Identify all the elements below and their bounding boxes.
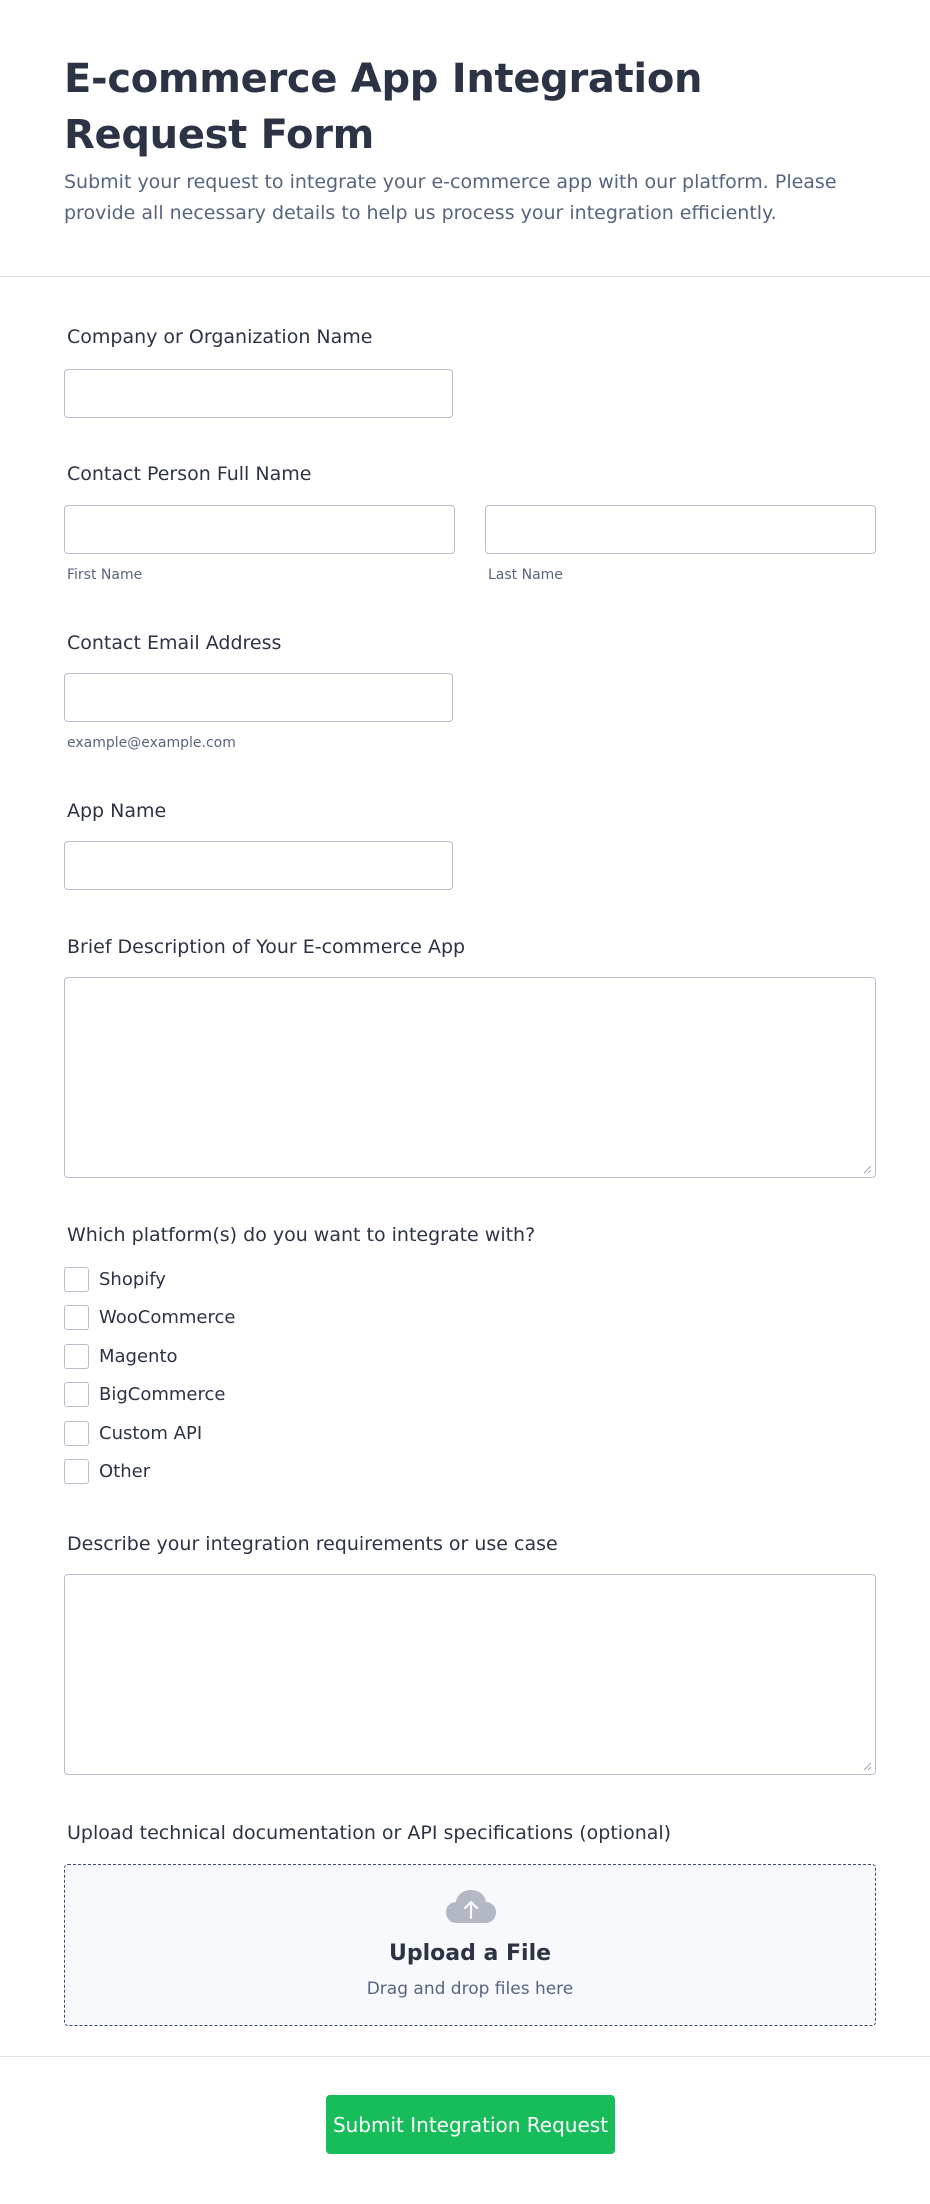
checkbox-label: Other xyxy=(99,1460,151,1482)
platforms-label: Which platform(s) do you want to integrate with? xyxy=(67,1224,536,1246)
checkbox[interactable] xyxy=(64,1382,89,1407)
email-input[interactable] xyxy=(64,673,453,722)
company-label: Company or Organization Name xyxy=(67,326,373,348)
checkbox-label: WooCommerce xyxy=(99,1306,236,1328)
checkbox[interactable] xyxy=(64,1267,89,1292)
checkbox[interactable] xyxy=(64,1305,89,1330)
platform-option-custom-api[interactable] xyxy=(64,1420,202,1446)
app-description-textarea[interactable] xyxy=(64,977,876,1178)
checkbox-label: Custom API xyxy=(99,1422,203,1444)
form-header xyxy=(0,0,930,277)
checkbox-label: Shopify xyxy=(99,1268,166,1290)
platform-option-magento[interactable] xyxy=(64,1343,178,1369)
last-name-input[interactable] xyxy=(485,505,876,554)
resize-grip-icon[interactable] xyxy=(862,1761,872,1771)
requirements-textarea[interactable] xyxy=(64,1574,876,1775)
upload-label: Upload technical documentation or API specifications (optional) xyxy=(67,1822,672,1844)
page-title: E-commerce App Integration Request Form xyxy=(64,56,703,158)
platform-option-shopify[interactable] xyxy=(64,1266,166,1292)
footer-divider xyxy=(0,2056,930,2057)
checkbox[interactable] xyxy=(64,1344,89,1369)
platform-option-woocommerce[interactable] xyxy=(64,1304,235,1330)
checkbox-label: Magento xyxy=(99,1345,178,1367)
submit-button[interactable]: Submit Integration Request xyxy=(326,2095,615,2154)
first-name-input[interactable] xyxy=(64,505,455,554)
page-subtitle: Submit your request to integrate your e-commerce app with our platform. Please provide all necessary details to help us process your integration efficiently. xyxy=(64,171,837,224)
resize-grip-icon[interactable] xyxy=(862,1164,872,1174)
file-upload-dropzone[interactable] xyxy=(64,1864,876,2026)
checkbox-label: BigCommerce xyxy=(99,1383,226,1405)
company-input[interactable] xyxy=(64,369,453,418)
app-description-label: Brief Description of Your E-commerce App xyxy=(67,936,466,958)
last-name-sublabel: Last Name xyxy=(488,567,563,583)
requirements-label: Describe your integration requirements or use case xyxy=(67,1533,558,1555)
first-name-sublabel: First Name xyxy=(67,567,143,583)
platform-option-other[interactable] xyxy=(64,1458,150,1484)
app-name-input[interactable] xyxy=(64,841,453,890)
email-sublabel: example@example.com xyxy=(67,735,236,751)
cloud-upload-icon xyxy=(445,1889,497,1925)
upload-title: Upload a File xyxy=(388,1941,552,1966)
platform-option-bigcommerce[interactable] xyxy=(64,1381,225,1407)
checkbox[interactable] xyxy=(64,1421,89,1446)
contact-name-label: Contact Person Full Name xyxy=(67,463,312,485)
app-name-label: App Name xyxy=(67,800,167,822)
upload-hint: Drag and drop files here xyxy=(366,1979,574,1999)
email-label: Contact Email Address xyxy=(67,632,282,654)
checkbox[interactable] xyxy=(64,1459,89,1484)
